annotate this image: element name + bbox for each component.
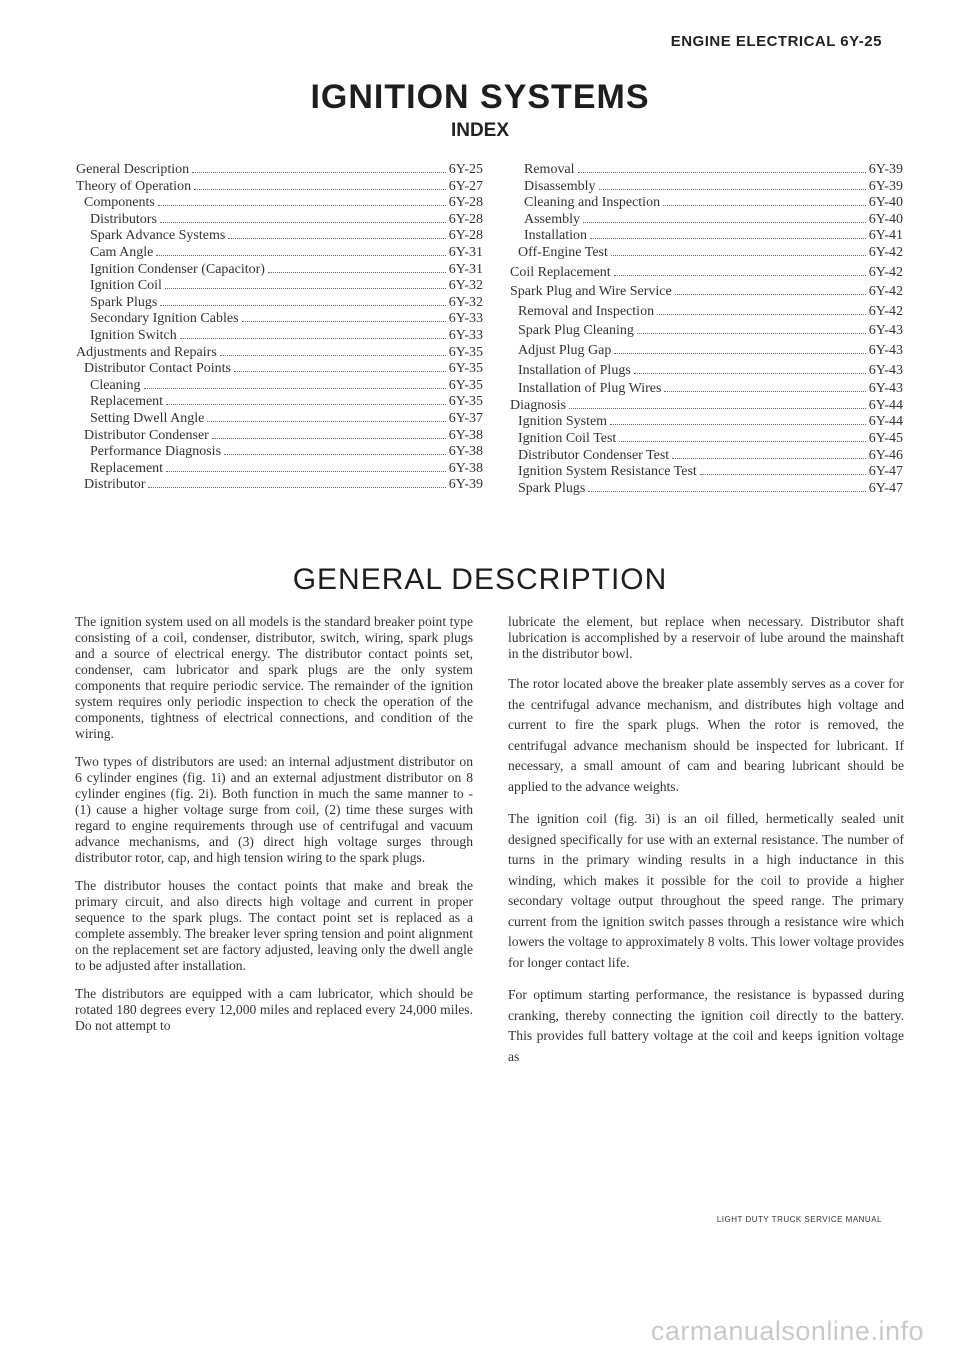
toc-leader [156,255,445,256]
toc-label: Distributor Condenser Test [518,447,670,463]
toc-leader [599,189,866,190]
toc-page: 6Y-35 [448,361,483,377]
toc-page: 6Y-39 [868,178,903,194]
toc-leader [166,404,446,405]
toc-entry[interactable] [510,195,903,212]
toc-label: Installation of Plugs [518,362,631,378]
toc-page: 6Y-43 [868,323,903,339]
toc-leader [268,272,446,273]
toc-entry[interactable] [76,245,483,262]
toc-label: Distributor [84,477,146,493]
toc-entry[interactable] [76,328,483,345]
toc-entry[interactable] [76,311,483,328]
toc-leader [234,371,446,372]
toc-label: Adjust Plug Gap [518,342,612,358]
toc-leader [180,338,446,339]
toc-entry[interactable] [510,363,903,380]
body-paragraph: Two types of distributors are used: an internal adjustment distributor on 6 cylinder engines (fig. 1i) and an external adjustment distributor on 8 cylinder engines (fig. 2i). Both function in much the same manner to - (1) cause a higher voltage surge from coil, (2) time these surges with regard to engine requirements through use of centrifugal and vacuum advance mechanisms, and (3) direct high voltage surges through distributor rotor, cap, and high tension wiring to the spark plugs. [75,754,473,865]
toc-entry[interactable] [76,195,483,212]
toc-label: Ignition Coil [90,278,162,294]
toc-entry[interactable] [510,343,903,360]
toc-entry[interactable] [510,414,903,431]
toc-label: Assembly [524,211,580,227]
toc-entry[interactable] [76,278,483,295]
toc-entry[interactable] [510,284,903,301]
toc-leader [192,172,446,173]
toc-leader [160,222,446,223]
toc-entry[interactable] [510,162,903,179]
toc-leader [619,441,865,442]
toc-page: 6Y-28 [448,195,483,211]
body-paragraph: The ignition system used on all models is the standard breaker point type consisting of a coil, condenser, distributor, switch, wiring, spark plugs and a source of electrical energy. The distributor contact points set, condenser, cam lubricator and spark plugs are the only system components that require periodic service. The remainder of the ignition system requires only periodic inspection to check the operation of the components, tightness of electrical connections, and condition of the wiring. [75,614,473,741]
toc-entry[interactable] [76,361,483,378]
toc-entry[interactable] [510,228,903,245]
toc-page: 6Y-37 [448,410,483,426]
toc-label: Distributors [90,211,157,227]
toc-label: Spark Plug and Wire Service [510,284,672,300]
toc-entry[interactable] [76,378,483,395]
toc-entry[interactable] [76,212,483,229]
toc-page: 6Y-25 [448,162,483,177]
toc-label: Coil Replacement [510,264,611,280]
toc-page: 6Y-44 [868,397,903,413]
toc-page: 6Y-39 [868,162,903,177]
toc-entry[interactable] [76,162,483,179]
toc-leader [700,474,866,475]
toc-label: Removal [524,162,575,177]
toc-label: Theory of Operation [76,178,192,194]
toc-page: 6Y-31 [448,244,483,260]
toc-label: Ignition System [518,414,608,430]
toc-entry[interactable] [510,481,903,498]
toc-page: 6Y-42 [868,284,903,300]
toc-entry[interactable] [510,245,903,262]
toc-entry[interactable] [510,381,903,398]
toc-page: 6Y-38 [448,444,483,460]
toc-leader [207,421,445,422]
toc-page: 6Y-43 [868,342,903,358]
running-header: ENGINE ELECTRICAL 6Y-25 [670,33,882,50]
toc-leader [158,205,446,206]
toc-page: 6Y-46 [868,447,903,463]
toc-label: Off-Engine Test [518,244,608,260]
toc-leader [165,288,446,289]
toc-leader [212,438,446,439]
toc-page: 6Y-33 [448,327,483,343]
toc-leader [144,388,446,389]
toc-page: 6Y-35 [448,394,483,410]
toc-leader [148,487,445,488]
toc-leader [657,314,866,315]
toc-entry[interactable] [76,179,483,196]
toc-label: Replacement [90,460,164,476]
toc-label: Cleaning [90,377,141,393]
toc-label: Adjustments and Repairs [76,344,217,360]
toc-page: 6Y-27 [448,178,483,194]
toc-page: 6Y-42 [868,244,903,260]
toc-leader [220,355,446,356]
toc-leader [611,255,866,256]
toc-page: 6Y-38 [448,460,483,476]
toc-page: 6Y-44 [868,414,903,430]
toc-entry[interactable] [76,394,483,411]
toc-label: Distributor Condenser [84,427,209,443]
body-paragraph: For optimum starting performance, the resistance is bypassed during cranking, thereby connecting the ignition coil directly to the battery. This provides full battery voltage at the coil and keeps ignition voltage as [508,987,904,1064]
toc-entry[interactable] [76,262,483,279]
toc-page: 6Y-35 [448,377,483,393]
toc-entry[interactable] [76,228,483,245]
toc-leader [588,491,865,492]
toc-entry[interactable] [76,444,483,461]
toc-entry[interactable] [510,265,903,282]
toc-leader [663,205,866,206]
toc-page: 6Y-42 [868,303,903,319]
toc-label: Ignition Switch [90,327,177,343]
toc-page: 6Y-40 [868,211,903,227]
body-column-left [75,614,473,1046]
toc-leader [672,458,866,459]
toc-label: Distributor Contact Points [84,361,231,377]
toc-label: Disassembly [524,178,596,194]
toc-page: 6Y-47 [868,480,903,496]
toc-label: Replacement [90,394,164,410]
toc-label: Cleaning and Inspection [524,195,661,211]
body-paragraph: The distributors are equipped with a cam lubricator, which should be rotated 180 degrees every 12,000 miles and replaced every 24,000 miles. Do not attempt to [75,986,473,1033]
toc-leader [194,189,446,190]
toc-page: 6Y-32 [448,278,483,294]
toc-leader [664,391,865,392]
toc-page: 6Y-28 [448,211,483,227]
toc-label: Removal and Inspection [518,303,655,319]
toc-entry[interactable] [76,428,483,445]
page-title: IGNITION SYSTEMS [310,78,650,116]
body-paragraph: The distributor houses the contact points that make and break the primary circuit, and also directs high voltage and current in proper sequence to the spark plugs. The contact point set is replaced as a complete assembly. The breaker lever spring tension and point alignment on the replacement set are factory adjusted, leaving only the dwell angle to be adjusted after installation. [75,878,473,973]
watermark: carmanualsonline.info [650,1316,924,1346]
toc-entry[interactable] [76,461,483,478]
body-column-right [508,614,904,1079]
toc-page: 6Y-32 [448,294,483,310]
toc-label: Installation of Plug Wires [518,381,662,397]
toc-entry[interactable] [510,398,903,415]
toc-leader [614,275,866,276]
toc-leader [242,321,446,322]
toc-page: 6Y-28 [448,228,483,244]
index-column-right [510,162,903,497]
toc-page: 6Y-43 [868,362,903,378]
index-column-left [76,162,483,494]
toc-label: Spark Plug Cleaning [518,323,634,339]
toc-leader [166,471,446,472]
toc-page: 6Y-41 [868,228,903,244]
toc-leader [224,454,446,455]
toc-leader [578,172,866,173]
toc-label: Spark Plugs [90,294,158,310]
toc-label: Spark Plugs [518,480,586,496]
toc-leader [637,333,866,334]
toc-leader [610,424,866,425]
toc-label: Installation [524,228,587,244]
body-paragraph: The rotor located above the breaker plate assembly serves as a cover for the centrifugal advance mechanism, and distributes high voltage and current to fire the spark plugs. When the rotor is removed, the centrifugal advance mechanism should be inspected for lubricant. If necessary, a small amount of cam and bearing lubricant should be applied to the advance weights. [508,676,904,794]
toc-label: Ignition System Resistance Test [518,464,697,480]
toc-entry[interactable] [76,345,483,362]
body-paragraph: lubricate the element, but replace when necessary. Distributor shaft lubrication is accomplished by a reservoir of lube around the mainshaft in the distributor bowl. [508,614,904,661]
toc-page: 6Y-45 [868,430,903,446]
toc-leader [569,408,866,409]
toc-page: 6Y-31 [448,261,483,277]
toc-page: 6Y-35 [448,344,483,360]
toc-entry[interactable] [76,477,483,494]
toc-entry[interactable] [510,323,903,340]
toc-page: 6Y-38 [448,427,483,443]
toc-label: Cam Angle [90,244,154,260]
toc-entry[interactable] [510,448,903,465]
toc-entry[interactable] [510,179,903,196]
toc-leader [160,305,445,306]
toc-entry[interactable] [76,295,483,312]
toc-entry[interactable] [510,304,903,321]
toc-label: Performance Diagnosis [90,444,222,460]
toc-page: 6Y-47 [868,464,903,480]
toc-leader [634,373,866,374]
toc-entry[interactable] [76,411,483,428]
toc-label: General Description [76,162,190,177]
toc-leader [228,238,445,239]
section-heading: GENERAL DESCRIPTION [292,563,668,596]
toc-page: 6Y-40 [868,195,903,211]
index-subtitle: INDEX [450,120,510,141]
toc-leader [675,294,866,295]
toc-leader [614,353,865,354]
toc-page: 6Y-42 [868,264,903,280]
toc-page: 6Y-33 [448,311,483,327]
toc-label: Spark Advance Systems [90,228,226,244]
toc-entry[interactable] [510,464,903,481]
toc-label: Components [84,195,155,211]
toc-label: Ignition Condenser (Capacitor) [90,261,265,277]
toc-page: 6Y-43 [868,381,903,397]
toc-label: Setting Dwell Angle [90,410,205,426]
toc-label: Secondary Ignition Cables [90,311,239,327]
body-paragraph: The ignition coil (fig. 3i) is an oil filled, hermetically sealed unit designed specifically for use with an external resistance. The number of turns in the primary winding results in a high inductance in this winding, which makes it possible for the coil to provide a higher secondary voltage output throughout the speed range. The primary current from the ignition switch passes through a resistance wire which lowers the voltage to approximately 8 volts. This lower voltage provides for longer contact life. [508,811,904,970]
toc-leader [590,238,866,239]
toc-label: Diagnosis [510,397,566,413]
page-footer: LIGHT DUTY TRUCK SERVICE MANUAL [716,1215,882,1224]
toc-page: 6Y-39 [448,477,483,493]
toc-label: Ignition Coil Test [518,430,617,446]
toc-entry[interactable] [510,431,903,448]
toc-leader [583,222,866,223]
toc-entry[interactable] [510,212,903,229]
